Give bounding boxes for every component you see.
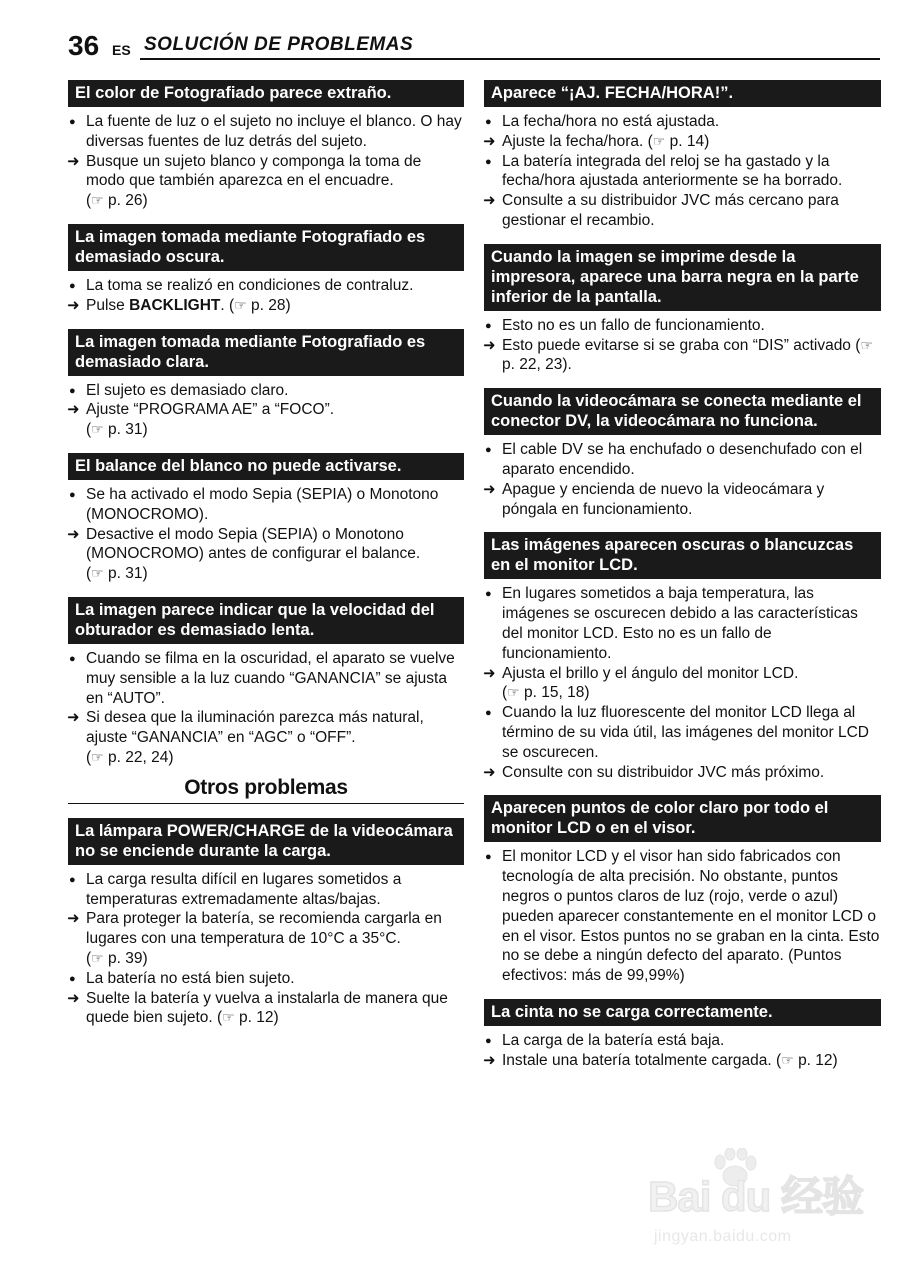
cause-item bbox=[484, 316, 881, 336]
item-text-wrap bbox=[502, 481, 824, 518]
topic-heading: La cinta no se carga correctamente. bbox=[484, 999, 881, 1026]
pointing-hand-icon: ☞ bbox=[91, 565, 104, 582]
item-text-wrap bbox=[502, 1032, 724, 1049]
item-text-wrap bbox=[86, 486, 438, 523]
item-text: La carga de la batería está baja. bbox=[502, 1031, 725, 1049]
item-text: El sujeto es demasiado claro. bbox=[86, 381, 289, 399]
item-text-wrap bbox=[502, 585, 858, 661]
item-text-wrap bbox=[502, 704, 869, 761]
item-text-wrap: Busque un sujeto blanco y componga la toma de modo que también aparezca en el encuadre. (☞ p. 26) bbox=[86, 152, 422, 210]
topic-heading: El color de Fotografiado parece extraño. bbox=[68, 80, 464, 107]
item-text-wrap bbox=[502, 848, 879, 984]
topic-heading: La imagen tomada mediante Fotografiado es demasiado clara. bbox=[68, 329, 464, 376]
item-text: Ajuste la fecha/hora. bbox=[502, 132, 644, 150]
cause-item bbox=[484, 440, 881, 480]
item-text: Instale una batería totalmente cargada. bbox=[502, 1051, 772, 1069]
topic-block bbox=[68, 329, 464, 440]
baidu-watermark bbox=[648, 1148, 868, 1258]
header-rule bbox=[140, 58, 880, 60]
item-text: Consulte con su distribuidor JVC más próximo. bbox=[502, 763, 825, 781]
item-text: El monitor LCD y el visor han sido fabricados con tecnología de alta precisión. No obstante, puntos negros o puntos claros de luz (rojo, verde o azul) pueden aparecer constantemente en el monitor LCD o en el visor. Estos puntos no se graban en la cinta. Esto no se debe a ningún defecto del aparato. (Puntos efectivos: más de 99,99%) bbox=[502, 848, 880, 985]
item-text-wrap bbox=[86, 113, 462, 150]
page-reference: p. 28 bbox=[251, 296, 286, 314]
item-text: La batería no está bien sujeto. bbox=[86, 969, 295, 987]
item-text-wrap: Ajuste “PROGRAMA AE” a “FOCO”. (☞ p. 31) bbox=[86, 401, 335, 439]
topic-block bbox=[68, 597, 464, 768]
item-text: Consulte a su distribuidor JVC más cercano para gestionar el recambio. bbox=[502, 192, 839, 229]
topic-block bbox=[68, 80, 464, 211]
item-text: La fecha/hora no está ajustada. bbox=[502, 113, 720, 130]
topic-heading: La imagen tomada mediante Fotografiado es demasiado oscura. bbox=[68, 224, 464, 271]
page-reference: p. 12 bbox=[798, 1051, 833, 1069]
topic-block bbox=[484, 532, 881, 782]
topic-block bbox=[484, 795, 881, 986]
left-column bbox=[68, 80, 464, 1041]
remedy-item bbox=[484, 1051, 881, 1071]
item-text: ) bbox=[285, 296, 291, 314]
cause-item bbox=[68, 112, 464, 152]
item-text-wrap: Ajusta el brillo y el ángulo del monitor LCD. (☞ p. 15, 18) bbox=[502, 664, 799, 702]
left-topics-group-a bbox=[68, 80, 464, 768]
remedy-item bbox=[484, 191, 881, 231]
cause-item bbox=[68, 649, 464, 708]
topic-heading: Aparece “¡AJ. FECHA/HORA!”. bbox=[484, 80, 881, 107]
item-text-wrap bbox=[86, 297, 291, 314]
cause-item bbox=[484, 703, 881, 762]
cause-item bbox=[484, 1031, 881, 1051]
remedy-item bbox=[484, 132, 881, 152]
remedy-item bbox=[68, 152, 464, 211]
cause-item bbox=[68, 870, 464, 910]
item-text-wrap bbox=[86, 871, 401, 908]
remedy-item bbox=[68, 296, 464, 316]
item-text-wrap: Si desea que la iluminación parezca más natural, ajuste “GANANCIA” en “AGC” o “OFF”. (☞ p. 22, 24) bbox=[86, 709, 424, 766]
item-text: Apague y encienda de nuevo la videocámara y póngala en funcionamiento. bbox=[502, 480, 825, 518]
item-text: La fuente de luz o el sujeto no incluye el blanco. O hay diversas fuentes de luz detrás del sujeto. bbox=[86, 113, 462, 150]
pointing-hand-icon: ☞ bbox=[91, 949, 104, 966]
topic-heading: El balance del blanco no puede activarse. bbox=[68, 453, 464, 480]
item-text-wrap bbox=[86, 382, 288, 399]
pointing-hand-icon: ☞ bbox=[781, 1051, 794, 1068]
item-text: Pulse bbox=[86, 296, 130, 314]
topic-block bbox=[68, 224, 464, 316]
item-text: Para proteger la batería, se recomienda cargarla en lugares con una temperatura de 10°C a 35°C. bbox=[86, 910, 442, 948]
page-reference: p. 39 bbox=[108, 949, 143, 967]
pointing-hand-icon: ☞ bbox=[234, 296, 247, 313]
item-text-wrap bbox=[502, 764, 824, 781]
remedy-item bbox=[484, 480, 881, 520]
remedy-item bbox=[68, 708, 464, 767]
topic-block bbox=[68, 453, 464, 584]
item-text-wrap: Esto puede evitarse si se graba con “DIS” activado (☞ p. 22, 23). bbox=[502, 336, 873, 374]
item-text: . ( bbox=[220, 296, 235, 314]
topic-heading: Aparecen puntos de color claro por todo el monitor LCD o en el visor. bbox=[484, 795, 881, 842]
item-text: . bbox=[567, 356, 572, 374]
page-reference: p. 22, 23 bbox=[502, 356, 563, 374]
right-column bbox=[484, 80, 881, 1084]
item-text: Si desea que la iluminación parezca más natural, ajuste “GANANCIA” en “AGC” o “OFF”. bbox=[86, 709, 424, 747]
remedy-item bbox=[68, 400, 464, 440]
remedy-item bbox=[484, 763, 881, 783]
cause-item bbox=[68, 276, 464, 296]
cause-item bbox=[484, 584, 881, 663]
item-text: Cuando se filma en la oscuridad, el aparato se vuelve muy sensible a la luz cuando “GANANCIA” se ajusta en “AUTO”. bbox=[86, 649, 455, 707]
remedy-item bbox=[484, 336, 881, 376]
item-text-wrap: Suelte la batería y vuelva a instalarla de manera que quede bien sujeto. (☞ p. 12) bbox=[86, 989, 448, 1027]
topic-block bbox=[484, 244, 881, 375]
left-topics-group-b bbox=[68, 818, 464, 1028]
item-text: El cable DV se ha enchufado o desenchufado con el aparato encendido. bbox=[502, 441, 863, 478]
item-text: Ajusta el brillo y el ángulo del monitor LCD. bbox=[502, 664, 799, 682]
topic-block bbox=[484, 999, 881, 1071]
item-text: Esto puede evitarse si se graba con “DIS” activado bbox=[502, 336, 851, 354]
item-text: La carga resulta difícil en lugares sometidos a temperaturas extremadamente altas/bajas. bbox=[86, 870, 402, 908]
topic-heading: La lámpara POWER/CHARGE de la videocámara no se enciende durante la carga. bbox=[68, 818, 464, 865]
pointing-hand-icon: ☞ bbox=[860, 336, 873, 353]
pointing-hand-icon: ☞ bbox=[507, 684, 520, 701]
item-text-wrap: Para proteger la batería, se recomienda cargarla en lugares con una temperatura de 10°C a 35°C. (☞ p. 39) bbox=[86, 910, 442, 967]
watermark-url: jingyan.baidu.com bbox=[654, 1228, 792, 1245]
section-title: SOLUCIÓN DE PROBLEMAS bbox=[144, 34, 414, 55]
topic-heading: La imagen parece indicar que la velocidad del obturador es demasiado lenta. bbox=[68, 597, 464, 644]
item-text-wrap bbox=[86, 650, 455, 707]
item-text-wrap bbox=[502, 441, 862, 478]
page-reference: p. 14 bbox=[669, 132, 705, 150]
topic-heading: Las imágenes aparecen oscuras o blancuzcas en el monitor LCD. bbox=[484, 532, 881, 579]
item-text-wrap bbox=[86, 277, 413, 294]
pointing-hand-icon: ☞ bbox=[222, 1009, 235, 1026]
item-text: Ajuste “PROGRAMA AE” a “FOCO”. bbox=[86, 401, 335, 419]
item-text: En lugares sometidos a baja temperatura, las imágenes se oscurecen debido a las características del monitor LCD. Esto no es un fallo de funcionamiento. bbox=[502, 585, 858, 662]
cause-item bbox=[68, 969, 464, 989]
page-reference: p. 26 bbox=[108, 192, 143, 210]
remedy-item bbox=[68, 989, 464, 1029]
pointing-hand-icon: ☞ bbox=[91, 421, 104, 438]
item-text: Se ha activado el modo Sepia (SEPIA) o Monotono (MONOCROMO). bbox=[86, 485, 439, 523]
item-text: Busque un sujeto blanco y componga la toma de modo que también aparezca en el encuadre. bbox=[86, 152, 422, 190]
item-text: La batería integrada del reloj se ha gastado y la fecha/hora ajustada anteriormente se ha borrado. bbox=[502, 152, 843, 190]
item-text-wrap bbox=[502, 153, 842, 190]
topic-block bbox=[484, 80, 881, 231]
remedy-item bbox=[68, 525, 464, 584]
page-reference: p. 31 bbox=[108, 421, 143, 439]
subsection-title: Otros problemas bbox=[68, 775, 464, 804]
item-text-wrap: Ajuste la fecha/hora. (☞ p. 14) bbox=[502, 132, 710, 150]
language-code: ES bbox=[112, 42, 131, 58]
right-topics-group bbox=[484, 80, 881, 1071]
cause-item bbox=[484, 112, 881, 132]
cause-item bbox=[68, 485, 464, 525]
cause-item bbox=[484, 152, 881, 192]
pointing-hand-icon: ☞ bbox=[652, 132, 666, 149]
item-text: Cuando la luz fluorescente del monitor LCD llega al término de su vida útil, las imágenes del monitor LCD se oscurecen. bbox=[502, 704, 870, 761]
remedy-item bbox=[68, 909, 464, 968]
item-text-wrap: Instale una batería totalmente cargada. (☞ p. 12) bbox=[502, 1051, 838, 1069]
item-text-wrap: Desactive el modo Sepia (SEPIA) o Monotono (MONOCROMO) antes de configurar el balance. (☞ p. 31) bbox=[86, 525, 421, 583]
item-text-wrap bbox=[502, 317, 765, 334]
topic-heading: Cuando la videocámara se conecta mediante el conector DV, la videocámara no funciona. bbox=[484, 388, 881, 435]
topic-heading: Cuando la imagen se imprime desde la impresora, aparece una barra negra en la parte inferior de la pantalla. bbox=[484, 244, 881, 311]
item-text-wrap bbox=[502, 192, 839, 229]
item-text-wrap bbox=[502, 113, 719, 130]
remedy-item bbox=[484, 664, 881, 704]
page-number: 36 bbox=[68, 30, 100, 61]
button-keyword: BACKLIGHT bbox=[129, 296, 221, 314]
item-text: Desactive el modo Sepia (SEPIA) o Monotono (MONOCROMO) antes de configurar el balance. bbox=[86, 525, 421, 563]
page-reference: p. 12 bbox=[239, 1009, 274, 1027]
topic-block bbox=[484, 388, 881, 519]
cause-item bbox=[68, 381, 464, 401]
topic-block bbox=[68, 818, 464, 1028]
item-text: La toma se realizó en condiciones de contraluz. bbox=[86, 276, 414, 294]
page-reference: p. 15, 18 bbox=[524, 684, 585, 702]
watermark-logo-text: Bai du 经验 bbox=[648, 1173, 864, 1220]
cause-item bbox=[484, 847, 881, 986]
item-text: Esto no es un fallo de funcionamiento. bbox=[502, 316, 765, 334]
item-text-wrap bbox=[86, 970, 295, 987]
page-header bbox=[68, 30, 880, 61]
pointing-hand-icon: ☞ bbox=[91, 192, 104, 209]
item-text: Suelte la batería y vuelva a instalarla de manera que quede bien sujeto. bbox=[86, 989, 448, 1027]
page-reference: p. 31 bbox=[108, 565, 143, 583]
page-reference: p. 22, 24 bbox=[108, 748, 169, 766]
pointing-hand-icon: ☞ bbox=[91, 748, 104, 765]
